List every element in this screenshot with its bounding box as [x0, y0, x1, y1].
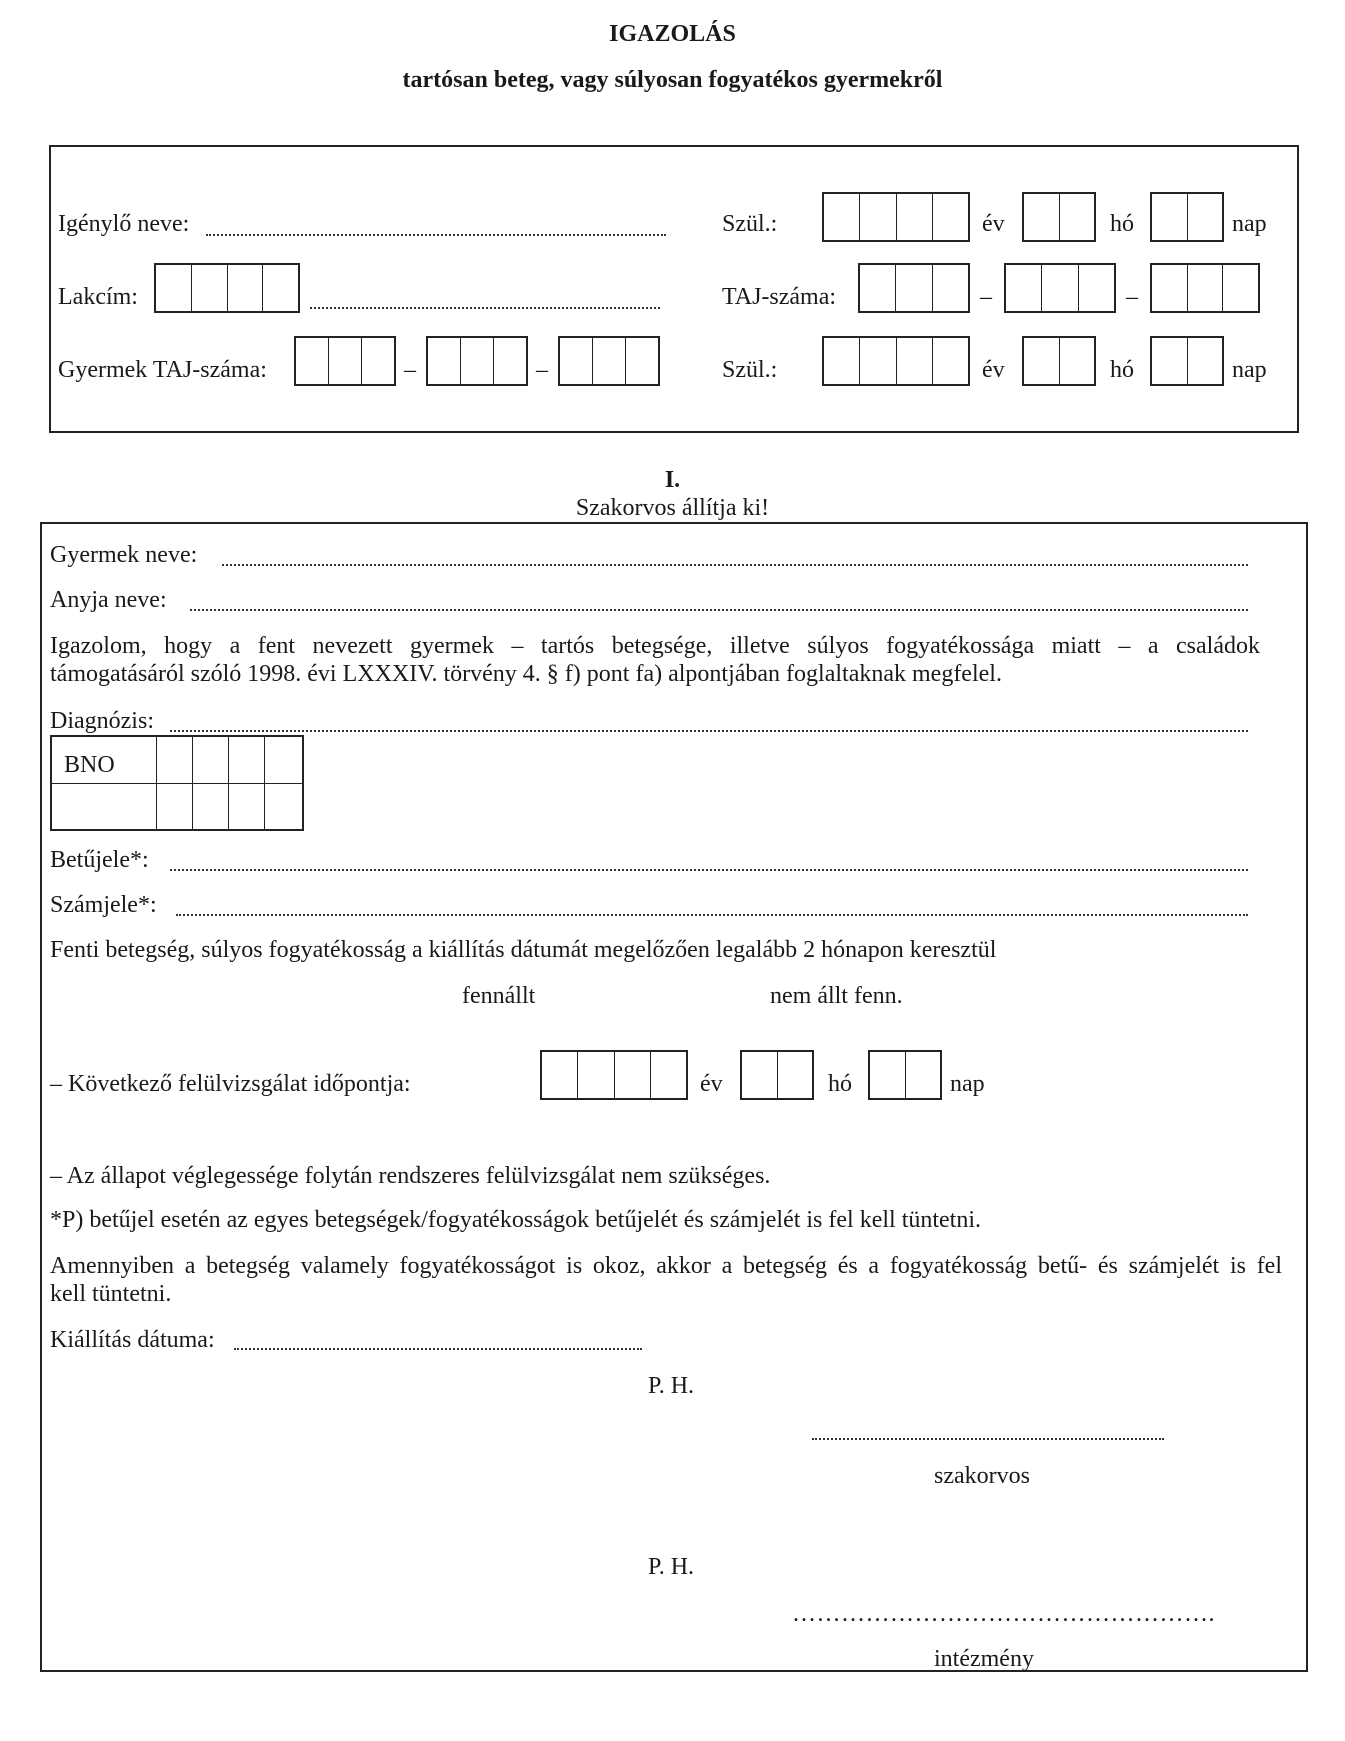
issue-date-label: Kiállítás dátuma:: [50, 1327, 215, 1353]
child-taj-boxes-3[interactable]: [558, 336, 660, 386]
issue-date-field[interactable]: [234, 1326, 642, 1350]
review-day-label: nap: [950, 1071, 985, 1097]
note-disability-2: kell tüntetni.: [50, 1281, 172, 1307]
child-taj-label: Gyermek TAJ-száma:: [58, 357, 267, 383]
child-month-label: hó: [1110, 357, 1134, 383]
institution-label: intézmény: [934, 1646, 1034, 1672]
review-year-label: év: [700, 1071, 723, 1097]
dash: –: [536, 357, 548, 383]
permanent-condition-text[interactable]: – Az állapot véglegessége folytán rendszeres felülvizsgálat nem szükséges.: [50, 1163, 771, 1189]
page-subtitle: tartósan beteg, vagy súlyosan fogyatékos gyermekről: [402, 67, 943, 93]
applicant-birth-label: Szül.:: [722, 211, 778, 237]
child-birth-day-boxes[interactable]: [1150, 336, 1224, 386]
option-existed[interactable]: fennállt: [462, 983, 536, 1009]
letter-code-field[interactable]: [170, 847, 1248, 871]
review-day-boxes[interactable]: [868, 1050, 942, 1100]
certification-text-2: támogatásáról szóló 1998. évi LXXXIV. törvény 4. § f) pont fa) alpontjában foglaltaknak megfelel.: [50, 661, 1002, 687]
child-birth-label: Szül.:: [722, 357, 778, 383]
postal-code-boxes[interactable]: [154, 263, 300, 313]
mother-name-field[interactable]: [190, 587, 1248, 611]
page-title: IGAZOLÁS: [609, 21, 736, 47]
letter-code-label: Betűjele*:: [50, 847, 149, 873]
review-month-boxes[interactable]: [740, 1050, 814, 1100]
applicant-name-field[interactable]: [206, 212, 666, 236]
diagnosis-label: Diagnózis:: [50, 708, 154, 734]
applicant-month-label: hó: [1110, 211, 1134, 237]
dash: –: [1126, 284, 1138, 310]
number-code-field[interactable]: [176, 892, 1248, 916]
applicant-birth-month-boxes[interactable]: [1022, 192, 1096, 242]
certification-text-1: Igazolom, hogy a fent nevezett gyermek – tartós betegsége, illetve súlyos fogyatékossága miatt – a családok: [50, 633, 1260, 659]
section-heading: Szakorvos állítja ki!: [575, 495, 770, 521]
dash: –: [404, 357, 416, 383]
applicant-taj-boxes-3[interactable]: [1150, 263, 1260, 313]
duration-text: Fenti betegség, súlyos fogyatékosság a kiállítás dátumát megelőzően legalább 2 hónapon keresztül: [50, 937, 997, 963]
address-label: Lakcím:: [58, 284, 138, 310]
applicant-taj-boxes-2[interactable]: [1004, 263, 1116, 313]
option-not-existed[interactable]: nem állt fenn.: [770, 983, 903, 1009]
child-birth-month-boxes[interactable]: [1022, 336, 1096, 386]
number-code-label: Számjele*:: [50, 892, 157, 918]
specialist-label: szakorvos: [934, 1463, 1030, 1489]
specialist-signature-field[interactable]: [812, 1416, 1164, 1440]
stamp-placeholder-2: P. H.: [648, 1554, 695, 1580]
child-name-field[interactable]: [222, 542, 1248, 566]
child-taj-boxes-2[interactable]: [426, 336, 528, 386]
applicant-day-label: nap: [1232, 211, 1267, 237]
child-year-label: év: [982, 357, 1005, 383]
next-review-label: – Következő felülvizsgálat időpontja:: [50, 1071, 411, 1097]
child-name-label: Gyermek neve:: [50, 542, 198, 568]
applicant-name-label: Igénylő neve:: [58, 211, 190, 237]
note-disability-1: Amennyiben a betegség valamely fogyatékosságot is okoz, akkor a betegség és a fogyatékosság betű- és számjelét is fel: [50, 1253, 1282, 1279]
applicant-birth-year-boxes[interactable]: [822, 192, 970, 242]
institution-signature-field[interactable]: …………………………………………….: [792, 1601, 1215, 1627]
child-day-label: nap: [1232, 357, 1267, 383]
address-field[interactable]: [310, 285, 660, 309]
child-birth-year-boxes[interactable]: [822, 336, 970, 386]
stamp-placeholder-1: P. H.: [648, 1373, 695, 1399]
bno-code-grid[interactable]: [50, 735, 304, 831]
diagnosis-field[interactable]: [170, 708, 1248, 732]
applicant-birth-day-boxes[interactable]: [1150, 192, 1224, 242]
dash: –: [980, 284, 992, 310]
applicant-taj-label: TAJ-száma:: [722, 284, 837, 310]
bno-label: BNO: [64, 752, 115, 778]
review-month-label: hó: [828, 1071, 852, 1097]
note-letter-code: *P) betűjel esetén az egyes betegségek/fogyatékosságok betűjelét és számjelét is fel kell tüntetni.: [50, 1207, 982, 1233]
child-taj-boxes-1[interactable]: [294, 336, 396, 386]
applicant-year-label: év: [982, 211, 1005, 237]
review-year-boxes[interactable]: [540, 1050, 688, 1100]
mother-name-label: Anyja neve:: [50, 587, 167, 613]
applicant-taj-boxes-1[interactable]: [858, 263, 970, 313]
section-number: I.: [664, 467, 681, 493]
